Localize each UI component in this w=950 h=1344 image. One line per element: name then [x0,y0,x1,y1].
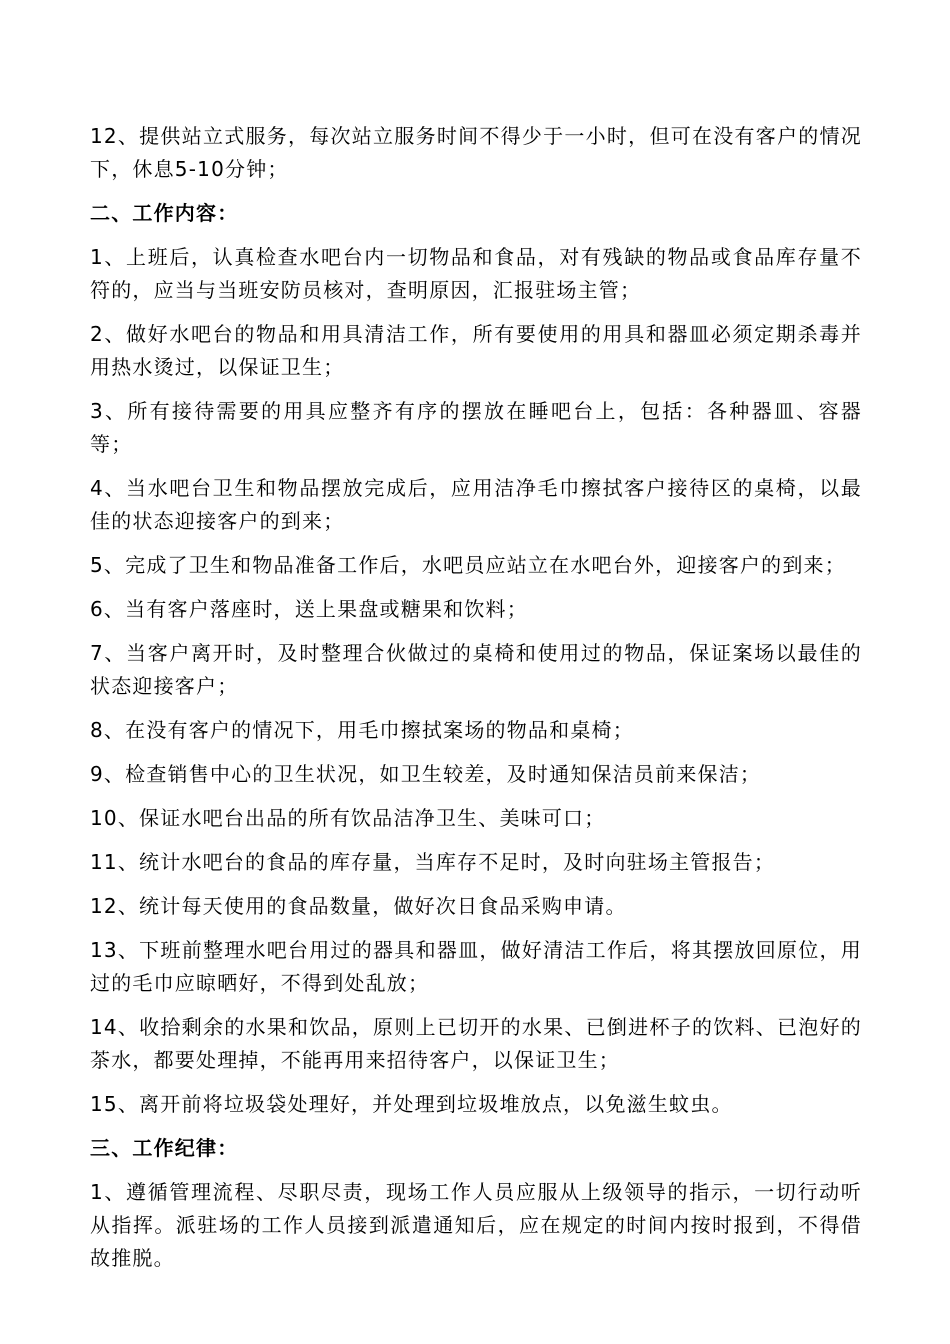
work-discipline-item-1: 1、遵循管理流程、尽职尽责，现场工作人员应服从上级领导的指示，一切行动听从指挥。派驻场的工作人员接到派遣通知后，应在规定的时间内按时报到，不得借故推脱。 [90,1180,862,1270]
work-content-item-7: 7、当客户离开时，及时整理合伙做过的桌椅和使用过的物品，保证案场以最佳的状态迎接客户； [90,641,862,698]
work-content-item-6: 6、当有客户落座时，送上果盘或糖果和饮料； [90,597,528,621]
document-page [90,120,862,1286]
section-heading-work-content: 二、工作内容： [90,201,239,225]
work-content-item-3: 3、所有接待需要的用具应整齐有序的摆放在睡吧台上，包括：各种器皿、容器等； [90,399,862,456]
work-content-item-8: 8、在没有客户的情况下，用毛巾擦拭案场的物品和桌椅； [90,718,634,742]
intro-item-12: 12、提供站立式服务，每次站立服务时间不得少于一小时，但可在没有客户的情况下，休息5-10分钟； [90,124,862,181]
work-content-item-14: 14、收拾剩余的水果和饮品，原则上已切开的水果、已倒进杯子的饮料、已泡好的茶水，都要处理掉，不能再用来招待客户，以保证卫生； [90,1015,862,1072]
work-content-item-13: 13、下班前整理水吧台用过的器具和器皿，做好清洁工作后，将其摆放回原位，用过的毛巾应晾晒好，不得到处乱放； [90,938,862,995]
work-content-item-1: 1、上班后，认真检查水吧台内一切物品和食品，对有残缺的物品或食品库存量不符的，应当与当班安防员核对，查明原因，汇报驻场主管； [90,245,862,302]
work-content-item-10: 10、保证水吧台出品的所有饮品洁净卫生、美味可口； [90,806,606,830]
work-content-item-2: 2、做好水吧台的物品和用具清洁工作，所有要使用的用具和器皿必须定期杀毒并用热水烫过，以保证卫生； [90,322,862,379]
work-content-item-5: 5、完成了卫生和物品准备工作后，水吧员应站立在水吧台外，迎接客户的到来； [90,553,846,577]
work-content-item-15: 15、离开前将垃圾袋处理好，并处理到垃圾堆放点，以免滋生蚊虫。 [90,1092,733,1116]
work-content-item-9: 9、检查销售中心的卫生状况，如卫生较差，及时通知保洁员前来保洁； [90,762,762,786]
work-content-item-12: 12、统计每天使用的食品数量，做好次日食品采购申请。 [90,894,627,918]
work-content-item-11: 11、统计水吧台的食品的库存量，当库存不足时，及时向驻场主管报告； [90,850,776,874]
section-heading-work-discipline: 三、工作纪律： [90,1136,239,1160]
work-content-item-4: 4、当水吧台卫生和物品摆放完成后，应用洁净毛巾擦拭客户接待区的桌椅，以最佳的状态迎接客户的到来； [90,476,862,533]
